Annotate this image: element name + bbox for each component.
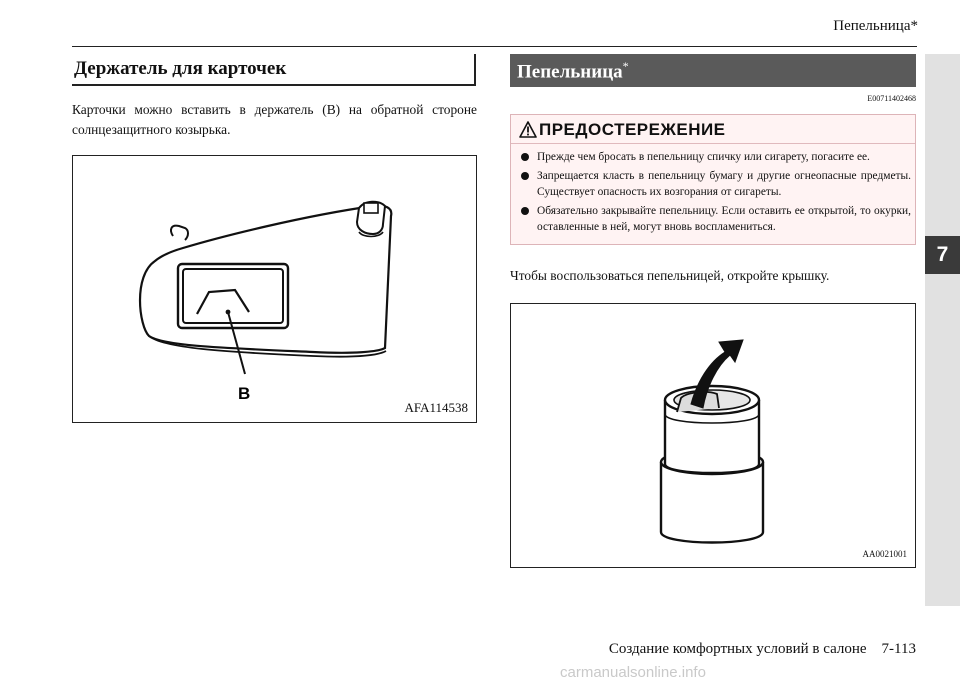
ashtray-figure bbox=[510, 303, 916, 568]
ashtray-illustration bbox=[511, 304, 915, 567]
page-header-title: Пепельница* bbox=[833, 18, 918, 34]
watermark: carmanualsonline.info bbox=[560, 664, 706, 681]
warning-item-text: Прежде чем бросать в пепельницу спичку или сигарету, погасите ее. bbox=[537, 151, 870, 163]
page-footer: Создание комфортных условий в салоне 7-113 bbox=[608, 641, 916, 657]
card-holder-paragraph: Карточки можно вставить в держатель (B) на обратной стороне солнцезащитного козырька. bbox=[72, 102, 477, 137]
warning-title: ПРЕДОСТЕРЕЖЕНИЕ bbox=[539, 120, 726, 139]
bullet-icon bbox=[521, 207, 529, 215]
section-heading-card-holder bbox=[72, 54, 476, 86]
chapter-number-badge: 7 bbox=[925, 236, 960, 274]
warning-list bbox=[519, 149, 911, 238]
header-rule bbox=[72, 46, 917, 47]
warning-item bbox=[519, 168, 911, 200]
reference-code: E00711402468 bbox=[867, 94, 916, 103]
bullet-icon bbox=[521, 153, 529, 161]
ashtray-paragraph: Чтобы воспользоваться пепельницей, откройте крышку. bbox=[510, 268, 830, 283]
section-heading-ashtray bbox=[510, 54, 916, 87]
warning-triangle-icon bbox=[519, 121, 537, 138]
chapter-side-tab bbox=[925, 54, 960, 606]
bullet-icon bbox=[521, 172, 529, 180]
warning-divider bbox=[511, 143, 915, 144]
warning-item-text: Обязательно закрывайте пепельницу. Если оставить ее открытой, то окурки, оставленные в ней, могут вновь воспламениться. bbox=[537, 205, 911, 233]
heading-end-cap bbox=[474, 54, 476, 86]
section-heading-card-holder-text: Держатель для карточек bbox=[74, 58, 287, 79]
sun-visor-figure bbox=[72, 155, 477, 423]
warning-box bbox=[510, 114, 916, 245]
figure-code: AFA114538 bbox=[404, 400, 468, 415]
warning-item bbox=[519, 149, 911, 165]
warning-item bbox=[519, 203, 911, 235]
sun-visor-illustration bbox=[73, 156, 476, 422]
warning-item-text: Запрещается класть в пепельницу бумагу и другие огнеопасные предметы. Существует опасность их возгорания от сигареты. bbox=[537, 170, 911, 198]
section-heading-ashtray-text: Пепельница bbox=[517, 61, 623, 83]
callout-label-b: B bbox=[238, 384, 251, 403]
figure-code: AA0021001 bbox=[862, 549, 907, 559]
optional-equipment-mark: * bbox=[622, 59, 629, 73]
